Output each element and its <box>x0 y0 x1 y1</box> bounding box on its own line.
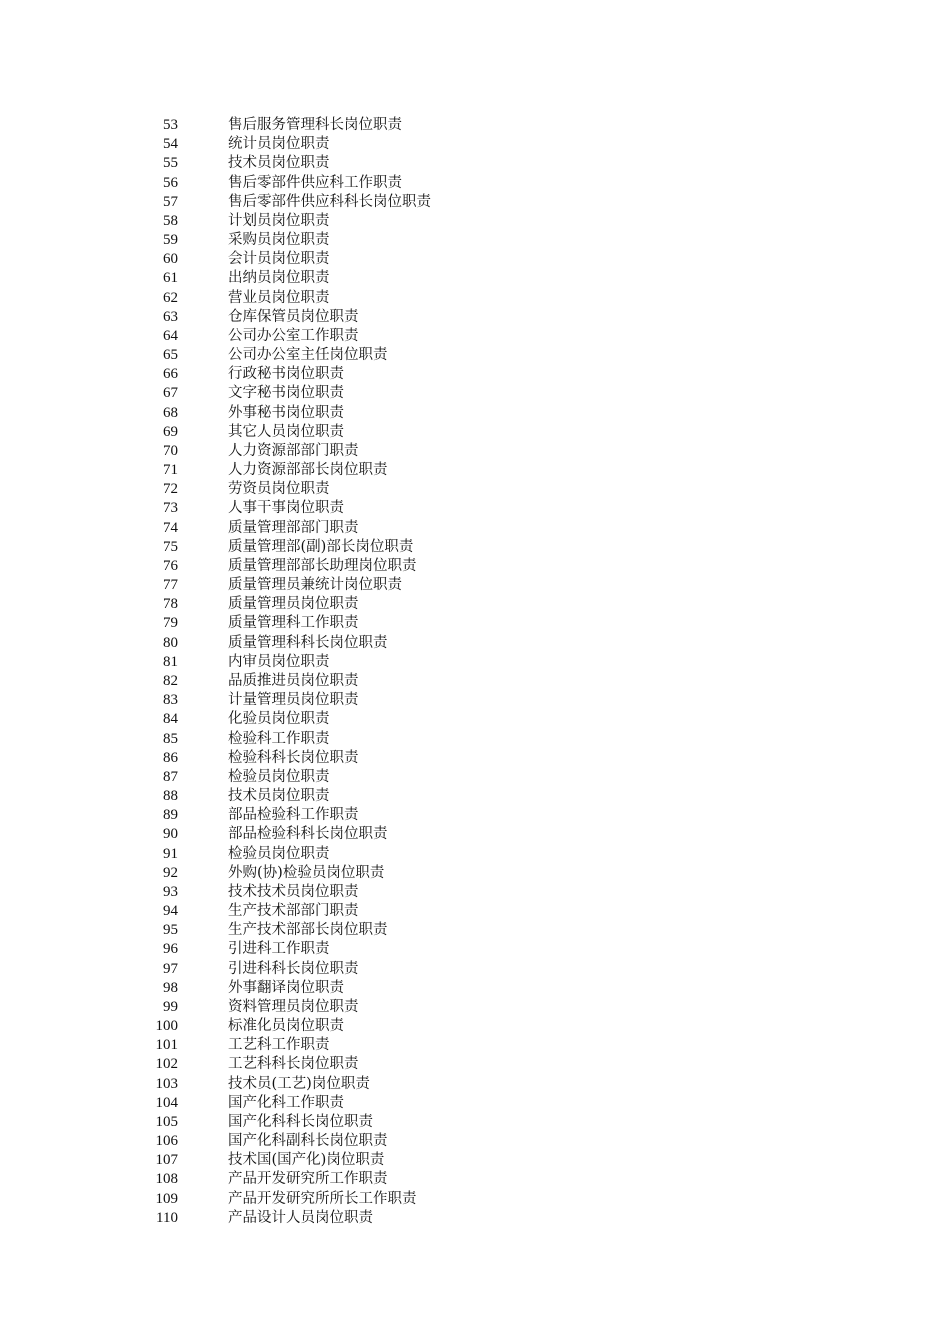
list-item <box>0 538 950 557</box>
item-number: 70 <box>163 442 178 459</box>
list-item <box>0 269 950 288</box>
item-title: 品质推进员岗位职责 <box>228 672 359 689</box>
list-item <box>0 787 950 806</box>
item-number: 102 <box>155 1056 178 1073</box>
item-title: 营业员岗位职责 <box>228 289 330 306</box>
list-item <box>0 1017 950 1036</box>
item-number: 53 <box>163 117 178 133</box>
list-item <box>0 1132 950 1151</box>
list-item <box>0 327 950 346</box>
list-item <box>0 1209 950 1228</box>
list-item <box>0 864 950 883</box>
item-number: 57 <box>163 193 178 210</box>
item-number: 59 <box>163 232 178 249</box>
list-item <box>0 653 950 672</box>
item-number: 78 <box>163 596 178 613</box>
list-item <box>0 845 950 864</box>
item-number: 88 <box>163 788 178 805</box>
list-item <box>0 595 950 614</box>
item-number: 104 <box>155 1094 178 1111</box>
item-number: 79 <box>163 615 178 632</box>
item-number: 85 <box>163 730 178 747</box>
list-item <box>0 710 950 729</box>
item-number: 76 <box>163 557 178 574</box>
item-title: 工艺科工作职责 <box>228 1037 330 1054</box>
list-item <box>0 749 950 768</box>
item-number: 99 <box>163 998 178 1015</box>
list-item <box>0 174 950 193</box>
item-title: 产品开发研究所工作职责 <box>228 1171 388 1188</box>
item-title: 售后零部件供应科科长岗位职责 <box>228 193 431 210</box>
list-item <box>0 499 950 518</box>
list-item <box>0 1075 950 1094</box>
item-title: 技术技术员岗位职责 <box>228 883 359 900</box>
item-number: 71 <box>163 462 178 479</box>
list-item <box>0 442 950 461</box>
item-number: 107 <box>155 1152 178 1169</box>
item-title: 生产技术部部门职责 <box>228 903 359 920</box>
item-number: 67 <box>163 385 178 402</box>
item-title: 部品检验科工作职责 <box>228 807 359 824</box>
item-number: 94 <box>163 903 178 920</box>
item-title: 人力资源部部门职责 <box>228 442 359 459</box>
item-title: 售后零部件供应科工作职责 <box>228 174 402 191</box>
item-number: 101 <box>155 1037 178 1054</box>
item-number: 68 <box>163 404 178 421</box>
item-title: 外事翻译岗位职责 <box>228 979 344 996</box>
list-item <box>0 1113 950 1132</box>
item-title: 引进科科长岗位职责 <box>228 960 359 977</box>
item-title: 仓库保管员岗位职责 <box>228 308 359 325</box>
item-title: 外购(协)检验员岗位职责 <box>228 864 385 881</box>
list-item <box>0 423 950 442</box>
list-item <box>0 883 950 902</box>
list-item <box>0 576 950 595</box>
list-item <box>0 116 950 135</box>
item-number: 69 <box>163 423 178 440</box>
item-number: 56 <box>163 174 178 191</box>
item-number: 75 <box>163 538 178 555</box>
item-number: 98 <box>163 979 178 996</box>
item-title: 出纳员岗位职责 <box>228 270 330 287</box>
item-title: 国产化科副科长岗位职责 <box>228 1133 388 1150</box>
item-title: 部品检验科科长岗位职责 <box>228 826 388 843</box>
item-number: 66 <box>163 366 178 383</box>
item-number: 93 <box>163 883 178 900</box>
item-title: 工艺科科长岗位职责 <box>228 1056 359 1073</box>
item-title: 检验员岗位职责 <box>228 845 330 862</box>
item-number: 110 <box>156 1209 178 1226</box>
list-item <box>0 768 950 787</box>
item-title: 质量管理部部门职责 <box>228 519 359 536</box>
item-number: 54 <box>163 136 178 153</box>
item-title: 行政秘书岗位职责 <box>228 366 344 383</box>
list-item <box>0 979 950 998</box>
list-item <box>0 634 950 653</box>
item-number: 91 <box>163 845 178 862</box>
list-item <box>0 289 950 308</box>
item-title: 检验科科长岗位职责 <box>228 749 359 766</box>
item-title: 生产技术部部长岗位职责 <box>228 922 388 939</box>
item-title: 技术员岗位职责 <box>228 155 330 172</box>
item-title: 人力资源部部长岗位职责 <box>228 462 388 479</box>
item-number: 83 <box>163 692 178 709</box>
item-title: 质量管理员兼统计岗位职责 <box>228 577 402 594</box>
item-title: 文字秘书岗位职责 <box>228 385 344 402</box>
item-title: 产品开发研究所所长工作职责 <box>228 1190 417 1207</box>
item-number: 81 <box>163 653 178 670</box>
list-item <box>0 250 950 269</box>
item-title: 质量管理科工作职责 <box>228 615 359 632</box>
list-item <box>0 346 950 365</box>
item-title: 其它人员岗位职责 <box>228 423 344 440</box>
item-number: 64 <box>163 327 178 344</box>
list-item <box>0 461 950 480</box>
list-item <box>0 691 950 710</box>
item-number: 74 <box>163 519 178 536</box>
list-item <box>0 1094 950 1113</box>
item-title: 检验员岗位职责 <box>228 768 330 785</box>
list-item <box>0 519 950 538</box>
list-item <box>0 1190 950 1209</box>
item-number: 106 <box>155 1133 178 1150</box>
item-title: 化验员岗位职责 <box>228 711 330 728</box>
item-title: 劳资员岗位职责 <box>228 481 330 498</box>
item-number: 108 <box>155 1171 178 1188</box>
list-item <box>0 1170 950 1189</box>
item-title: 质量管理部部长助理岗位职责 <box>228 557 417 574</box>
list-item <box>0 806 950 825</box>
item-number: 62 <box>163 289 178 306</box>
list-item <box>0 921 950 940</box>
list-item <box>0 960 950 979</box>
list-item <box>0 365 950 384</box>
item-number: 63 <box>163 308 178 325</box>
item-title: 公司办公室工作职责 <box>228 327 359 344</box>
item-title: 质量管理员岗位职责 <box>228 596 359 613</box>
list-item <box>0 135 950 154</box>
item-number: 86 <box>163 749 178 766</box>
item-title: 内审员岗位职责 <box>228 653 330 670</box>
item-title: 引进科工作职责 <box>228 941 330 958</box>
item-number: 77 <box>163 577 178 594</box>
item-number: 82 <box>163 672 178 689</box>
list-item <box>0 212 950 231</box>
item-title: 计划员岗位职责 <box>228 212 330 229</box>
item-number: 61 <box>163 270 178 287</box>
item-title: 资料管理员岗位职责 <box>228 998 359 1015</box>
item-title: 采购员岗位职责 <box>228 232 330 249</box>
item-title: 产品设计人员岗位职责 <box>228 1209 373 1226</box>
item-number: 96 <box>163 941 178 958</box>
list-item <box>0 154 950 173</box>
list-item <box>0 557 950 576</box>
item-number: 95 <box>163 922 178 939</box>
item-number: 73 <box>163 500 178 517</box>
list-item <box>0 1151 950 1170</box>
item-number: 97 <box>163 960 178 977</box>
item-number: 65 <box>163 347 178 364</box>
list-item <box>0 1036 950 1055</box>
item-title: 国产化科科长岗位职责 <box>228 1113 373 1130</box>
item-title: 会计员岗位职责 <box>228 251 330 268</box>
list-item <box>0 614 950 633</box>
item-number: 100 <box>155 1018 178 1035</box>
list-item <box>0 998 950 1017</box>
item-title: 质量管理部(副)部长岗位职责 <box>228 538 414 555</box>
item-number: 103 <box>155 1075 178 1092</box>
item-title: 计量管理员岗位职责 <box>228 692 359 709</box>
item-number: 87 <box>163 768 178 785</box>
list-item <box>0 193 950 212</box>
item-title: 技术员岗位职责 <box>228 788 330 805</box>
item-title: 技术国(国产化)岗位职责 <box>228 1152 385 1169</box>
list-item <box>0 231 950 250</box>
item-number: 80 <box>163 634 178 651</box>
item-title: 统计员岗位职责 <box>228 136 330 153</box>
list-item <box>0 404 950 423</box>
item-title: 检验科工作职责 <box>228 730 330 747</box>
item-title: 标准化员岗位职责 <box>228 1018 344 1035</box>
item-number: 90 <box>163 826 178 843</box>
item-title: 人事干事岗位职责 <box>228 500 344 517</box>
item-title: 售后服务管理科长岗位职责 <box>228 117 402 133</box>
item-title: 国产化科工作职责 <box>228 1094 344 1111</box>
item-number: 109 <box>155 1190 178 1207</box>
list-item <box>0 1055 950 1074</box>
item-number: 55 <box>163 155 178 172</box>
list-item <box>0 672 950 691</box>
item-title: 外事秘书岗位职责 <box>228 404 344 421</box>
item-number: 60 <box>163 251 178 268</box>
list-item <box>0 940 950 959</box>
item-number: 72 <box>163 481 178 498</box>
item-title: 公司办公室主任岗位职责 <box>228 347 388 364</box>
item-number: 105 <box>155 1113 178 1130</box>
item-number: 92 <box>163 864 178 881</box>
list-item <box>0 308 950 327</box>
list-item <box>0 480 950 499</box>
list-item <box>0 384 950 403</box>
item-number: 58 <box>163 212 178 229</box>
item-number: 89 <box>163 807 178 824</box>
item-title: 质量管理科科长岗位职责 <box>228 634 388 651</box>
item-title: 技术员(工艺)岗位职责 <box>228 1075 370 1092</box>
item-number: 84 <box>163 711 178 728</box>
list-item <box>0 730 950 749</box>
list-item <box>0 902 950 921</box>
document-list <box>0 116 950 1228</box>
list-item <box>0 825 950 844</box>
